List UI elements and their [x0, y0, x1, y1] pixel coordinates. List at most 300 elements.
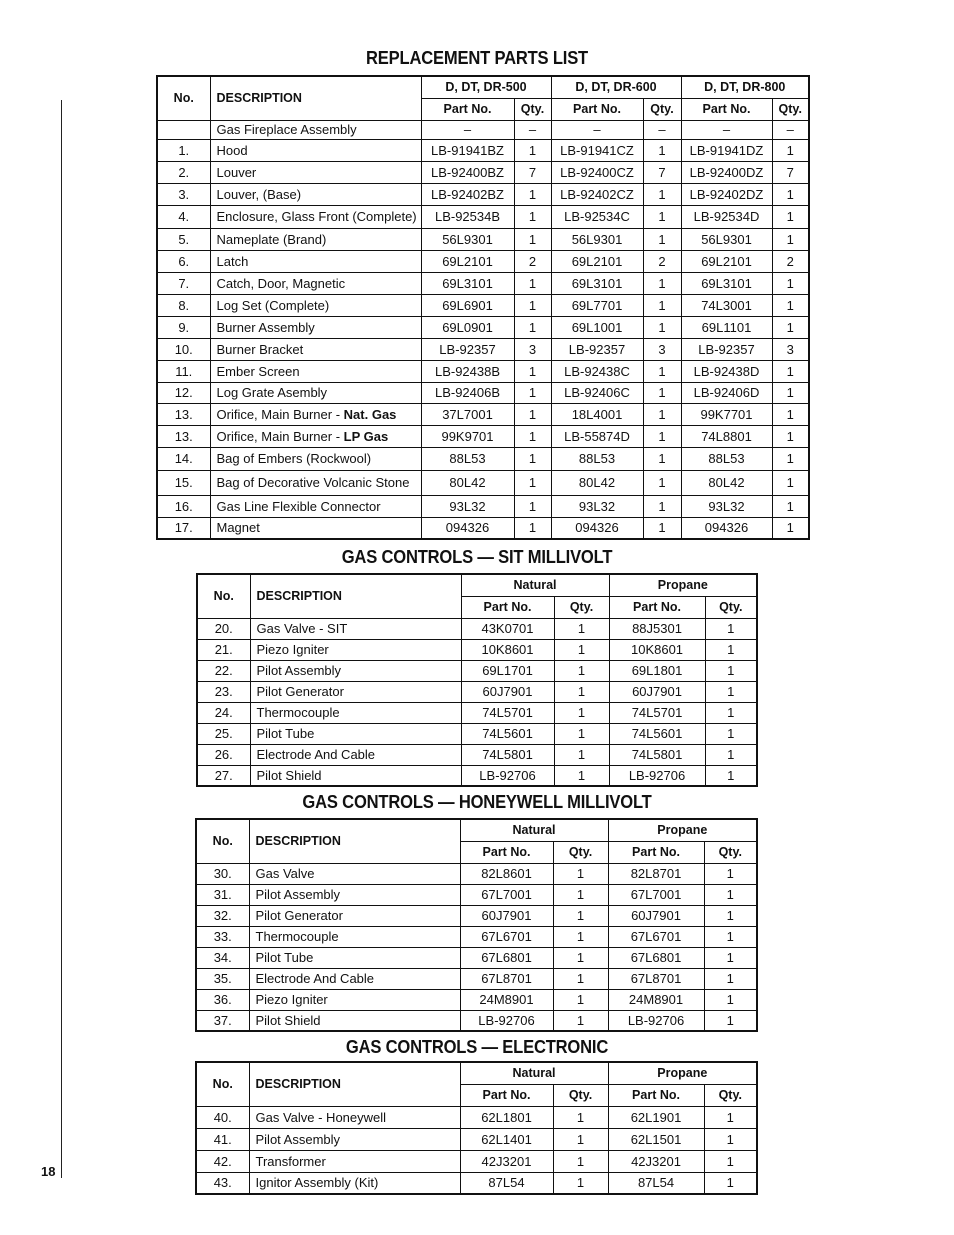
cell-part-no: LB-92534D	[681, 205, 772, 228]
cell-part-no: LB-92706	[609, 765, 705, 786]
cell-description: Thermocouple	[249, 926, 460, 947]
table-row	[197, 723, 757, 744]
honeywell-millivolt-table	[195, 818, 758, 1032]
cell-description: Pilot Assembly	[250, 660, 461, 681]
cell-qty: 1	[554, 660, 609, 681]
cell-description: Pilot Tube	[249, 947, 460, 968]
cell-qty: 1	[514, 272, 551, 294]
cell-part-no: 80L42	[551, 470, 643, 495]
cell-part-no: 67L8701	[608, 968, 704, 989]
cell-qty: 2	[772, 250, 809, 272]
table-row	[157, 250, 809, 272]
cell-qty: 1	[704, 863, 757, 884]
cell-qty: 7	[514, 161, 551, 183]
cell-part-no: 74L5601	[461, 723, 554, 744]
cell-part-no: 56L9301	[681, 228, 772, 250]
group-header-natural: Natural	[461, 574, 609, 596]
cell-description	[210, 338, 421, 360]
cell-qty: –	[643, 120, 681, 139]
cell-part-no: LB-92400DZ	[681, 161, 772, 183]
cell-qty: 1	[704, 884, 757, 905]
cell-part-no: 69L1801	[609, 660, 705, 681]
cell-qty: 1	[704, 1172, 757, 1194]
cell-qty: 1	[643, 228, 681, 250]
table-row	[157, 294, 809, 316]
cell-no: 6.	[157, 250, 210, 272]
cell-part-no: 67L8701	[460, 968, 553, 989]
cell-qty: 1	[772, 470, 809, 495]
table-row	[196, 905, 757, 926]
cell-qty: 1	[514, 447, 551, 470]
group-header-propane: Propane	[608, 1062, 757, 1084]
cell-description	[210, 161, 421, 183]
cell-no: 27.	[197, 765, 250, 786]
cell-qty: 1	[514, 139, 551, 161]
cell-description	[210, 205, 421, 228]
cell-description	[210, 425, 421, 447]
cell-qty: 1	[514, 517, 551, 539]
cell-description	[210, 382, 421, 403]
cell-description: Piezo Igniter	[249, 989, 460, 1010]
table-row	[157, 382, 809, 403]
cell-no: 2.	[157, 161, 210, 183]
cell-qty: 1	[554, 702, 609, 723]
cell-part-no: 62L1501	[608, 1128, 704, 1150]
description-text: Orifice, Main Burner -	[216, 428, 344, 444]
cell-part-no: 67L7001	[608, 884, 704, 905]
table-row	[197, 744, 757, 765]
cell-no: 15.	[157, 470, 210, 495]
cell-qty: 1	[554, 723, 609, 744]
description-text: Log Grate Asembly	[216, 385, 328, 400]
cell-description: Piezo Igniter	[250, 639, 461, 660]
description-text: Louver	[216, 164, 257, 180]
cell-qty: 1	[705, 681, 757, 702]
cell-part-no: 88L53	[421, 447, 514, 470]
cell-no: 24.	[197, 702, 250, 723]
table-row	[197, 639, 757, 660]
cell-part-no: 42J3201	[608, 1150, 704, 1172]
cell-qty: 1	[553, 1128, 608, 1150]
cell-qty: 1	[553, 1106, 608, 1128]
group-header-natural: Natural	[460, 819, 608, 841]
cell-part-no: 74L3001	[681, 294, 772, 316]
cell-part-no: 88L53	[551, 447, 643, 470]
replacement-parts-table	[156, 75, 810, 540]
col-header-description: DESCRIPTION	[210, 76, 421, 120]
cell-qty: 1	[514, 425, 551, 447]
cell-no: 25.	[197, 723, 250, 744]
cell-qty: 1	[553, 905, 608, 926]
table-row	[157, 360, 809, 382]
cell-part-no: 60J7901	[609, 681, 705, 702]
cell-qty: 1	[772, 403, 809, 425]
table-row	[196, 968, 757, 989]
cell-qty: 1	[554, 618, 609, 639]
table-row	[196, 1172, 757, 1194]
cell-no: 35.	[196, 968, 249, 989]
description-text: Ember Screen	[216, 363, 300, 379]
cell-qty: 1	[772, 228, 809, 250]
cell-qty: 1	[553, 1172, 608, 1194]
cell-description	[210, 250, 421, 272]
cell-description: Pilot Generator	[250, 681, 461, 702]
table-row	[157, 338, 809, 360]
cell-no: 1.	[157, 139, 210, 161]
cell-part-no: 74L5601	[609, 723, 705, 744]
col-header-part-no: Part No.	[421, 98, 514, 120]
cell-qty: 1	[553, 968, 608, 989]
cell-qty: 7	[643, 161, 681, 183]
page-number: 18	[41, 1164, 56, 1179]
col-header-no: No.	[157, 76, 210, 120]
cell-description: Pilot Generator	[249, 905, 460, 926]
cell-qty: –	[514, 120, 551, 139]
col-header-qty: Qty.	[553, 841, 608, 863]
cell-part-no: 24M8901	[608, 989, 704, 1010]
table-row	[157, 447, 809, 470]
table-row	[196, 863, 757, 884]
cell-part-no: LB-92438C	[551, 360, 643, 382]
cell-part-no: 60J7901	[608, 905, 704, 926]
cell-no: 41.	[196, 1128, 249, 1150]
cell-qty: 1	[704, 968, 757, 989]
table-row	[197, 618, 757, 639]
cell-qty: 1	[643, 316, 681, 338]
cell-part-no: 60J7901	[461, 681, 554, 702]
cell-part-no: 62L1801	[460, 1106, 553, 1128]
cell-description	[210, 517, 421, 539]
cell-qty: 1	[772, 139, 809, 161]
cell-no: 5.	[157, 228, 210, 250]
cell-qty: 1	[643, 447, 681, 470]
cell-qty: 1	[705, 702, 757, 723]
cell-part-no: 69L0901	[421, 316, 514, 338]
cell-part-no: 42J3201	[460, 1150, 553, 1172]
table-row	[157, 403, 809, 425]
cell-no: 3.	[157, 183, 210, 205]
cell-part-no: 60J7901	[460, 905, 553, 926]
cell-part-no: 93L32	[551, 495, 643, 517]
cell-part-no: LB-92402CZ	[551, 183, 643, 205]
cell-part-no: 69L2101	[681, 250, 772, 272]
col-header-qty: Qty.	[554, 596, 609, 618]
cell-qty: 3	[772, 338, 809, 360]
description-text: Catch, Door, Magnetic	[216, 275, 346, 291]
table-row	[196, 989, 757, 1010]
cell-qty: 1	[514, 205, 551, 228]
cell-no: 7.	[157, 272, 210, 294]
table-row	[157, 183, 809, 205]
cell-part-no: 10K8601	[609, 639, 705, 660]
cell-description	[210, 139, 421, 161]
cell-part-no: LB-91941CZ	[551, 139, 643, 161]
cell-no: 13.	[157, 425, 210, 447]
cell-part-no: LB-92406B	[421, 382, 514, 403]
cell-no: 22.	[197, 660, 250, 681]
cell-qty: 1	[554, 639, 609, 660]
col-header-qty: Qty.	[553, 1084, 608, 1106]
cell-no: 23.	[197, 681, 250, 702]
cell-part-no: 69L6901	[421, 294, 514, 316]
cell-qty: 2	[643, 250, 681, 272]
cell-qty: 1	[772, 517, 809, 539]
cell-part-no: LB-91941DZ	[681, 139, 772, 161]
cell-qty: 1	[514, 382, 551, 403]
table-row	[196, 1106, 757, 1128]
cell-description	[210, 120, 421, 139]
cell-part-no: 69L3101	[681, 272, 772, 294]
col-header-qty: Qty.	[704, 841, 757, 863]
cell-part-no: 74L5801	[609, 744, 705, 765]
cell-part-no: 43K0701	[461, 618, 554, 639]
cell-part-no: 74L8801	[681, 425, 772, 447]
group-header-propane: Propane	[608, 819, 757, 841]
cell-part-no: LB-55874D	[551, 425, 643, 447]
description-text: Log Set (Complete)	[216, 297, 330, 313]
col-header-part-no: Part No.	[460, 1084, 553, 1106]
cell-no: 12.	[157, 382, 210, 403]
cell-qty: 1	[704, 1128, 757, 1150]
table-row	[157, 120, 809, 139]
cell-description	[210, 316, 421, 338]
cell-description: Ignitor Assembly (Kit)	[249, 1172, 460, 1194]
cell-part-no: LB-92402BZ	[421, 183, 514, 205]
cell-no: 32.	[196, 905, 249, 926]
cell-part-no: 99K9701	[421, 425, 514, 447]
cell-part-no: 74L5701	[609, 702, 705, 723]
col-header-part-no: Part No.	[460, 841, 553, 863]
cell-qty: 1	[643, 272, 681, 294]
cell-part-no: LB-92357	[681, 338, 772, 360]
col-header-no: No.	[196, 1062, 249, 1106]
cell-qty: 1	[643, 382, 681, 403]
table-row	[157, 228, 809, 250]
col-header-description: DESCRIPTION	[250, 574, 461, 618]
cell-part-no: 82L8701	[608, 863, 704, 884]
cell-qty: 1	[643, 294, 681, 316]
cell-part-no: LB-92357	[421, 338, 514, 360]
cell-description: Transformer	[249, 1150, 460, 1172]
cell-qty: 1	[514, 403, 551, 425]
cell-description	[210, 403, 421, 425]
cell-description	[210, 495, 421, 517]
cell-no: 10.	[157, 338, 210, 360]
cell-qty: 1	[643, 205, 681, 228]
gas-type-text: Nat. Gas	[343, 406, 397, 422]
cell-description: Thermocouple	[250, 702, 461, 723]
group-header-natural: Natural	[460, 1062, 608, 1084]
col-header-part-no: Part No.	[681, 98, 772, 120]
cell-part-no: 69L1701	[461, 660, 554, 681]
cell-qty: 3	[514, 338, 551, 360]
col-header-qty: Qty.	[643, 98, 681, 120]
col-header-qty: Qty.	[705, 596, 757, 618]
cell-no: 30.	[196, 863, 249, 884]
col-header-description: DESCRIPTION	[249, 819, 460, 863]
cell-description	[210, 470, 421, 495]
cell-part-no: LB-92406C	[551, 382, 643, 403]
table-row	[196, 1150, 757, 1172]
table-row	[197, 660, 757, 681]
cell-qty: 1	[643, 517, 681, 539]
cell-part-no: 67L6801	[460, 947, 553, 968]
cell-qty: 1	[772, 495, 809, 517]
cell-no: 33.	[196, 926, 249, 947]
cell-part-no: 69L2101	[421, 250, 514, 272]
cell-qty: 1	[704, 1010, 757, 1031]
cell-qty: 1	[772, 447, 809, 470]
description-text: Gas Line Flexible Connector	[216, 498, 381, 514]
table-row	[196, 1010, 757, 1031]
cell-qty: 1	[554, 765, 609, 786]
description-text: Orifice, Main Burner -	[216, 406, 344, 422]
col-header-no: No.	[196, 819, 249, 863]
cell-qty: 1	[704, 1150, 757, 1172]
cell-qty: 1	[553, 863, 608, 884]
cell-qty: 1	[772, 294, 809, 316]
group-header-600: D, DT, DR-600	[551, 76, 681, 98]
col-header-qty: Qty.	[772, 98, 809, 120]
cell-qty: 1	[643, 425, 681, 447]
table-row	[157, 139, 809, 161]
cell-part-no: 93L32	[681, 495, 772, 517]
description-text: Gas Fireplace Assembly	[216, 122, 357, 137]
cell-part-no: 094326	[551, 517, 643, 539]
cell-part-no: 094326	[681, 517, 772, 539]
description-text: Bag of Decorative Volcanic Stone	[216, 475, 410, 490]
cell-no: 20.	[197, 618, 250, 639]
cell-qty: 1	[772, 205, 809, 228]
table-row	[196, 884, 757, 905]
cell-qty: 1	[705, 639, 757, 660]
cell-part-no: 62L1401	[460, 1128, 553, 1150]
cell-part-no: LB-92534C	[551, 205, 643, 228]
col-header-qty: Qty.	[514, 98, 551, 120]
cell-qty: 1	[705, 618, 757, 639]
col-header-qty: Qty.	[704, 1084, 757, 1106]
cell-no: 40.	[196, 1106, 249, 1128]
cell-part-no: 69L1001	[551, 316, 643, 338]
cell-qty: 1	[704, 947, 757, 968]
cell-part-no: LB-92400BZ	[421, 161, 514, 183]
cell-qty: 1	[705, 660, 757, 681]
cell-part-no: LB-92706	[460, 1010, 553, 1031]
table-row	[157, 517, 809, 539]
page-margin-rule	[61, 100, 62, 1178]
description-text: Magnet	[216, 520, 260, 536]
cell-part-no: 74L5801	[461, 744, 554, 765]
cell-no: 16.	[157, 495, 210, 517]
cell-part-no: LB-92438B	[421, 360, 514, 382]
cell-part-no: 80L42	[681, 470, 772, 495]
description-text: Nameplate (Brand)	[216, 231, 327, 247]
cell-no: 36.	[196, 989, 249, 1010]
table-row	[157, 495, 809, 517]
table-row	[197, 702, 757, 723]
cell-no: 31.	[196, 884, 249, 905]
cell-qty: 1	[704, 1106, 757, 1128]
cell-part-no: 67L6701	[460, 926, 553, 947]
cell-no: 21.	[197, 639, 250, 660]
table-row	[197, 765, 757, 786]
cell-part-no: 88L53	[681, 447, 772, 470]
cell-part-no: 37L7001	[421, 403, 514, 425]
description-text: Louver, (Base)	[216, 186, 302, 202]
cell-part-no: LB-92406D	[681, 382, 772, 403]
col-header-part-no: Part No.	[608, 1084, 704, 1106]
cell-qty: 2	[514, 250, 551, 272]
cell-part-no: 99K7701	[681, 403, 772, 425]
cell-part-no: LB-92706	[608, 1010, 704, 1031]
cell-description: Pilot Shield	[249, 1010, 460, 1031]
cell-part-no: LB-92402DZ	[681, 183, 772, 205]
cell-part-no: 56L9301	[421, 228, 514, 250]
cell-part-no: 67L6801	[608, 947, 704, 968]
cell-qty: 1	[514, 360, 551, 382]
table-row	[157, 205, 809, 228]
cell-description	[210, 183, 421, 205]
cell-part-no: 87L54	[608, 1172, 704, 1194]
cell-description	[210, 294, 421, 316]
sit-millivolt-table	[196, 573, 758, 787]
cell-part-no: 69L3101	[421, 272, 514, 294]
cell-part-no: LB-92706	[461, 765, 554, 786]
description-text: Burner Assembly	[216, 319, 315, 335]
cell-qty: 1	[643, 360, 681, 382]
cell-part-no: –	[551, 120, 643, 139]
cell-part-no: –	[421, 120, 514, 139]
cell-qty: 1	[514, 183, 551, 205]
cell-description: Gas Valve - Honeywell	[249, 1106, 460, 1128]
cell-part-no: 82L8601	[460, 863, 553, 884]
cell-no: 11.	[157, 360, 210, 382]
table-row	[196, 1128, 757, 1150]
description-text: Latch	[216, 253, 249, 269]
cell-description: Pilot Assembly	[249, 1128, 460, 1150]
electronic-title: GAS CONTROLS — ELECTRONIC	[345, 1037, 609, 1057]
table-row	[157, 470, 809, 495]
cell-part-no: 93L32	[421, 495, 514, 517]
cell-qty: 1	[553, 884, 608, 905]
cell-qty: 1	[643, 495, 681, 517]
col-header-part-no: Part No.	[461, 596, 554, 618]
cell-qty: 1	[553, 989, 608, 1010]
cell-part-no: 67L6701	[608, 926, 704, 947]
cell-description: Electrode And Cable	[249, 968, 460, 989]
cell-qty: 1	[643, 139, 681, 161]
cell-qty: 1	[514, 316, 551, 338]
cell-part-no: LB-92534B	[421, 205, 514, 228]
description-text: Bag of Embers (Rockwool)	[216, 451, 372, 466]
cell-part-no: 69L7701	[551, 294, 643, 316]
description-text: Hood	[216, 142, 248, 158]
cell-qty: 1	[514, 495, 551, 517]
cell-part-no: 74L5701	[461, 702, 554, 723]
cell-no: 8.	[157, 294, 210, 316]
cell-no: 17.	[157, 517, 210, 539]
electronic-table	[195, 1061, 758, 1195]
cell-description: Pilot Shield	[250, 765, 461, 786]
cell-no: 42.	[196, 1150, 249, 1172]
sit-millivolt-title: GAS CONTROLS — SIT MILLIVOLT	[341, 547, 613, 567]
cell-qty: 1	[553, 1010, 608, 1031]
cell-part-no: 24M8901	[460, 989, 553, 1010]
cell-qty: 1	[705, 765, 757, 786]
group-header-500: D, DT, DR-500	[421, 76, 551, 98]
group-header-propane: Propane	[609, 574, 757, 596]
col-header-part-no: Part No.	[608, 841, 704, 863]
